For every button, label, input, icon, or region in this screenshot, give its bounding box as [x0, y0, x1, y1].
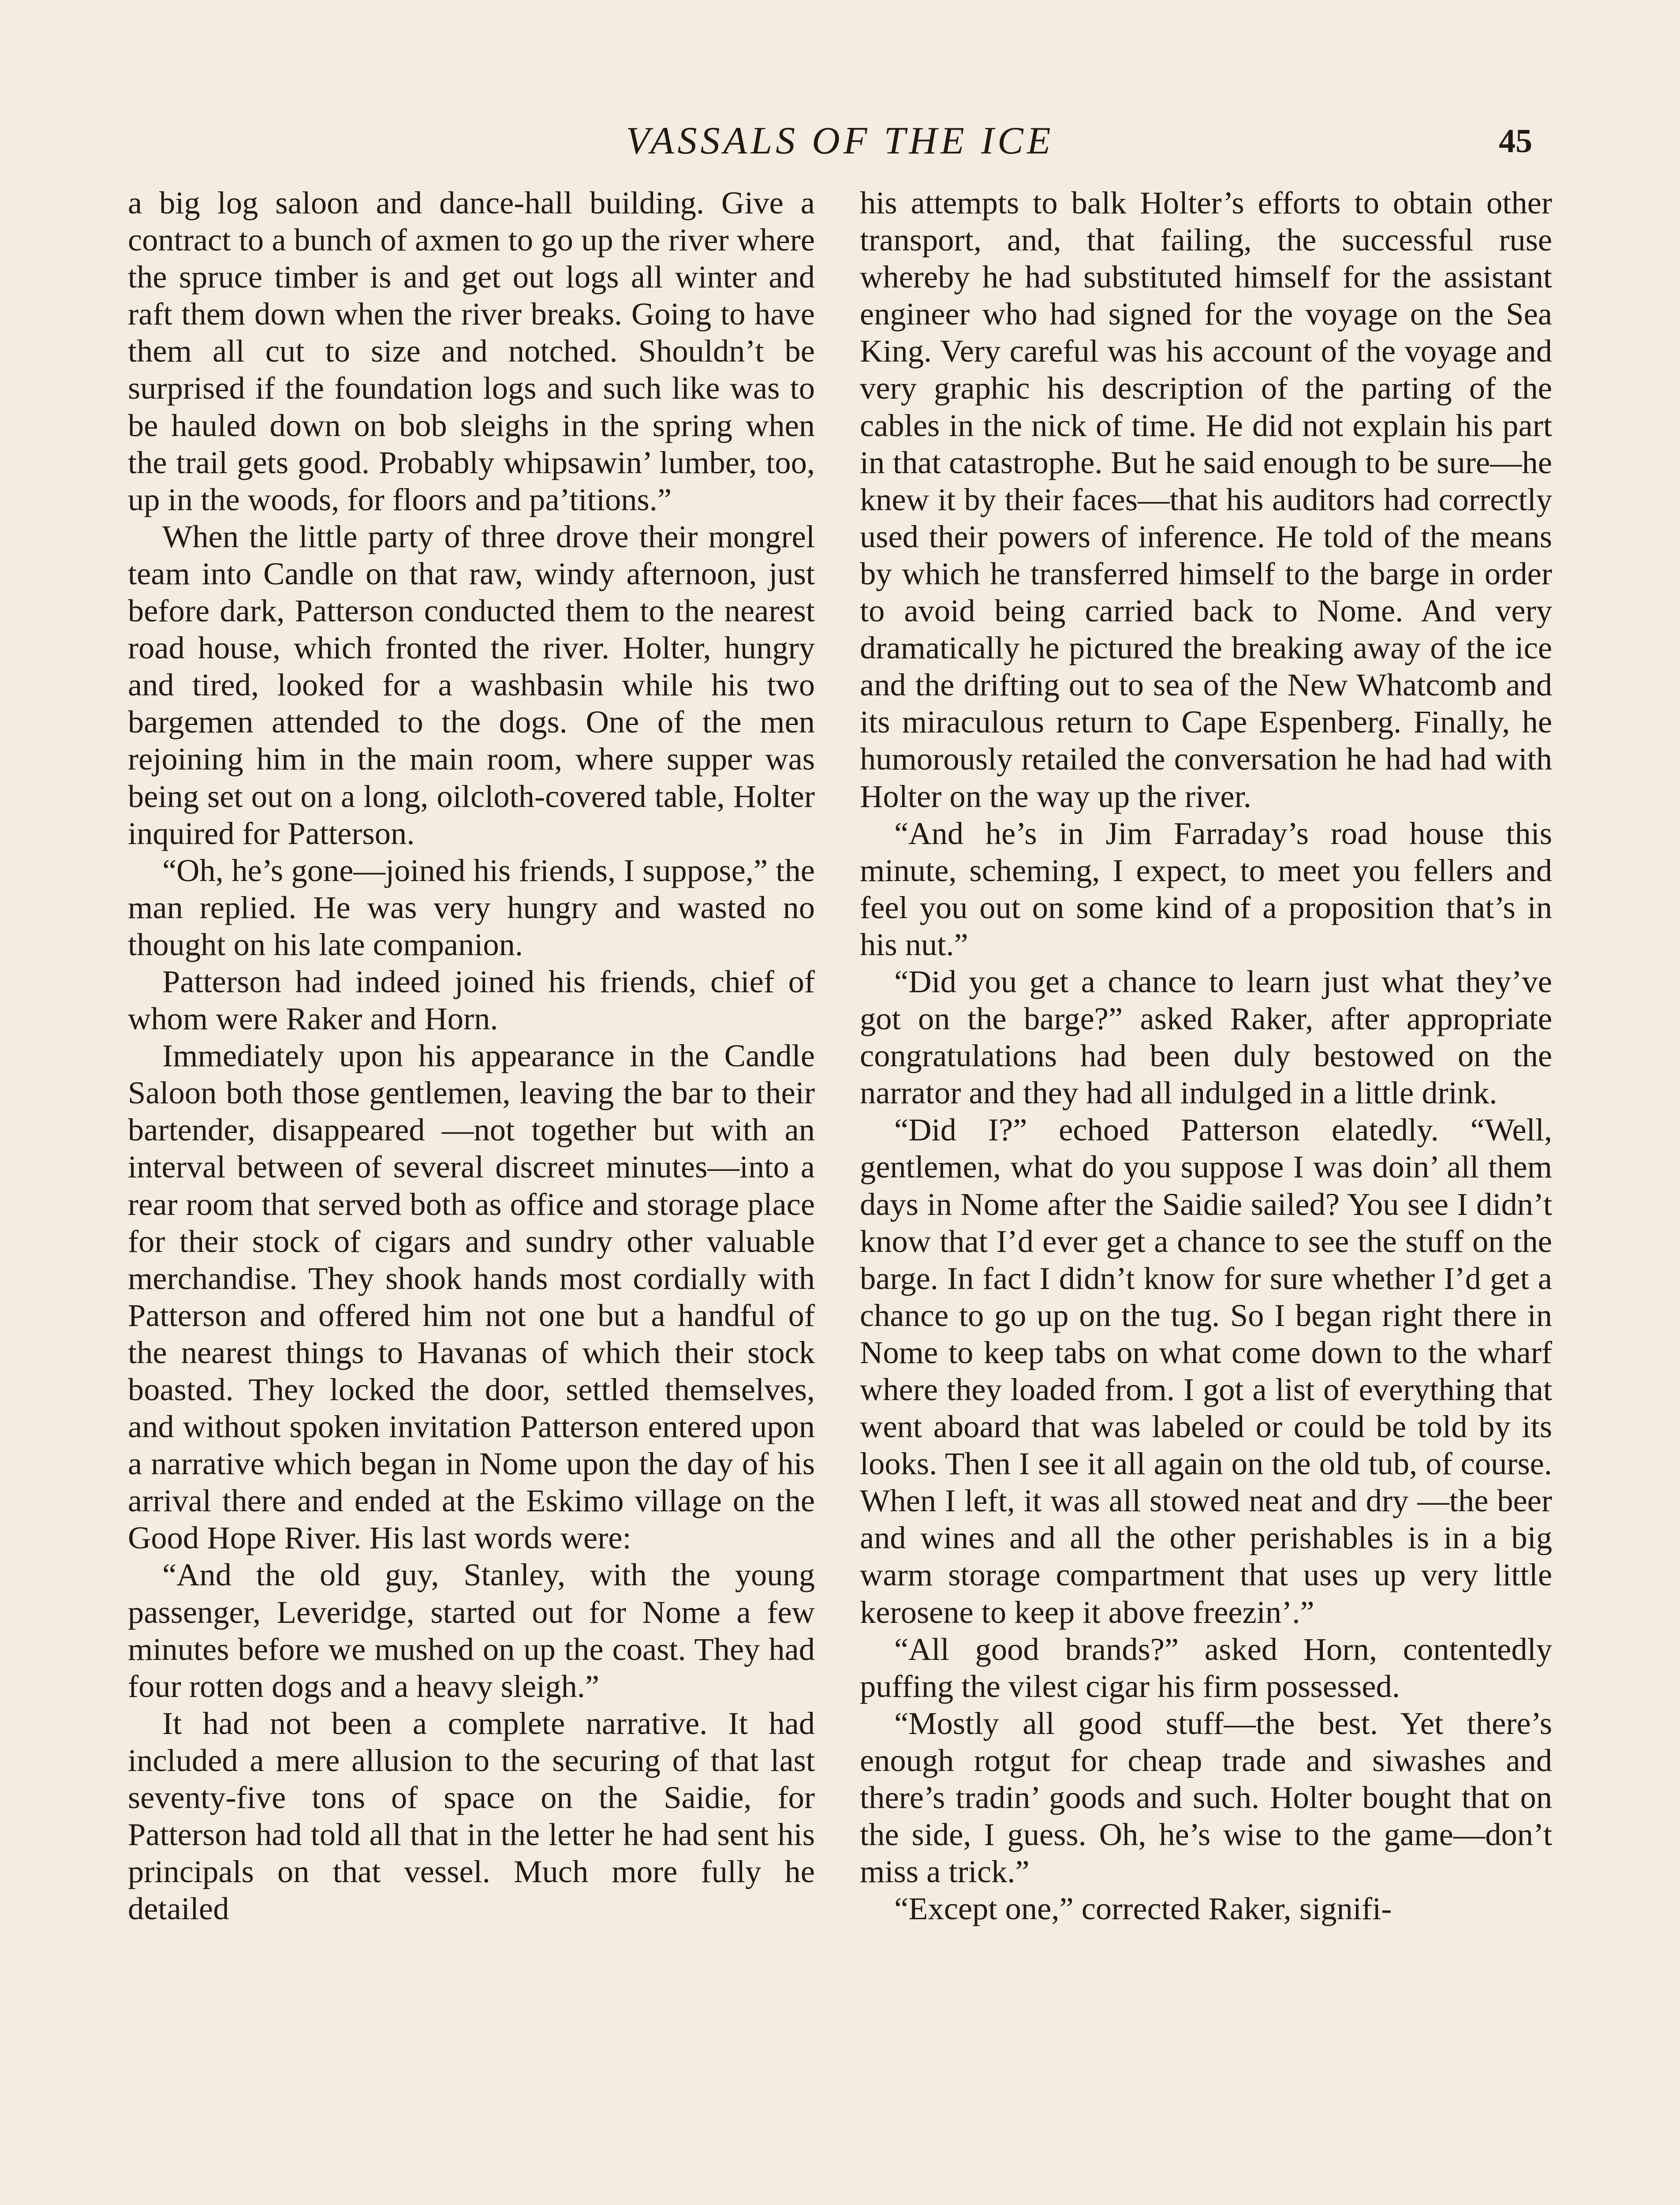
running-header [128, 112, 1552, 170]
paragraph: “All good brands?” asked Horn, contentedly puffing the vilest cigar his firm possessed. [860, 1631, 1552, 1704]
paragraph: “Except one,” corrected Raker, signifi- [894, 1891, 1392, 1927]
paragraph: It had not been a complete narrative. It had included a mere allusion to the securing of that last seventy-five tons of space on the Saidie, for Patterson had told all that in the letter he had sent his principals on that vessel. Much more fully he detailed [128, 1705, 815, 1927]
page-number: 45 [1499, 123, 1532, 160]
paragraph: Patterson had indeed joined his friends, chief of whom were Raker and Horn. [128, 963, 815, 1037]
paragraph: Immediately upon his appearance in the Candle Saloon both those gentlemen, leaving the bar to their bartender, disappeared —not together but with an interval between of several discreet minutes—into a rear room that served both as office and storage place for their stock of cigars and sundry other valuable merchandise. They shook hands most cordially with Patterson and offered him not one but a handful of the nearest things to Havanas of which their stock boasted. They locked the door, settled themselves, and without spoken invitation Patterson entered upon a narrative which began in Nome upon the day of his arrival there and ended at the Eskimo village on the Good Hope River. His last words were: [128, 1038, 815, 1556]
paragraph: his attempts to balk Holter’s efforts to obtain other transport, and, that failing, the successful ruse whereby he had substituted himself for the assistant engineer who had signed for the voyage on the Sea King. Very careful was his account of the voyage and very graphic his description of the parting of the cables in the nick of time. He did not explain his part in that catastrophe. But he said enough to be sure—he knew it by their faces—that his auditors had correctly used their powers of inference. He told of the means by which he transferred himself to the barge in order to avoid being carried back to Nome. And very dramatically he pictured the breaking away of the ice and the drifting out to sea of the New Whatcomb and its miraculous return to Cape Espenberg. Finally, he humorously retailed the conversation he had had with Holter on the way up the river. [860, 185, 1552, 814]
paragraph: When the little party of three drove their mongrel team into Candle on that raw, windy afternoon, just before dark, Patterson conducted them to the nearest road house, which fronted the river. Holter, hungry and tired, looked for a washbasin while his two bargemen attended to the dogs. One of the men rejoining him in the main room, where supper was being set out on a long, oilcloth-covered table, Holter inquired for Patterson. [128, 518, 815, 851]
left-column [128, 184, 815, 2205]
paragraph: “Mostly all good stuff—the best. Yet there’s enough rotgut for cheap trade and siwashes and there’s tradin’ goods and such. Holter bought that on the side, I guess. Oh, he’s wise to the game—don’t miss a trick.” [860, 1705, 1552, 1890]
paragraph: “And the old guy, Stanley, with the young passenger, Leveridge, started out for Nome a few minutes before we mushed on up the coast. They had four rotten dogs and a heavy sleigh.” [128, 1557, 815, 1704]
paragraph: “Did I?” echoed Patterson elatedly. “Well, gentlemen, what do you suppose I was doin’ all them days in Nome after the Saidie sailed? You see I didn’t know that I’d ever get a chance to see the stuff on the barge. In fact I didn’t know for sure whether I’d get a chance to go up on the tug. So I began right there in Nome to keep tabs on what come down to the wharf where they loaded from. I got a list of everything that went aboard that was labeled or could be told by its looks. Then I see it all again on the old tub, of course. When I left, it was all stowed neat and dry —the beer and wines and all the other perishables is in a big warm storage compartment that uses up very little kerosene to keep it above freezin’.” [860, 1112, 1552, 1630]
paragraph: “And he’s in Jim Farraday’s road house this minute, scheming, I expect, to meet you fellers and feel you out on some kind of a proposition that’s in his nut.” [860, 815, 1552, 962]
paragraph: a big log saloon and dance-hall building. Give a contract to a bunch of axmen to go up the river where the spruce timber is and get out logs all winter and raft them down when the river breaks. Going to have them all cut to size and notched. Shouldn’t be surprised if the foundation logs and such like was to be hauled down on bob sleighs in the spring when the trail gets good. Probably whipsawin’ lumber, too, up in the woods, for floors and pa’titions.” [128, 185, 815, 517]
running-title: VASSALS OF THE ICE [626, 120, 1054, 162]
right-column [860, 184, 1552, 2205]
paragraph: “Did you get a chance to learn just what they’ve got on the barge?” asked Raker, after appropriate congratulations had been duly bestowed on the narrator and they had all indulged in a little drink. [860, 963, 1552, 1111]
paragraph: “Oh, he’s gone—joined his friends, I suppose,” the man replied. He was very hungry and wasted no thought on his late companion. [128, 852, 815, 962]
